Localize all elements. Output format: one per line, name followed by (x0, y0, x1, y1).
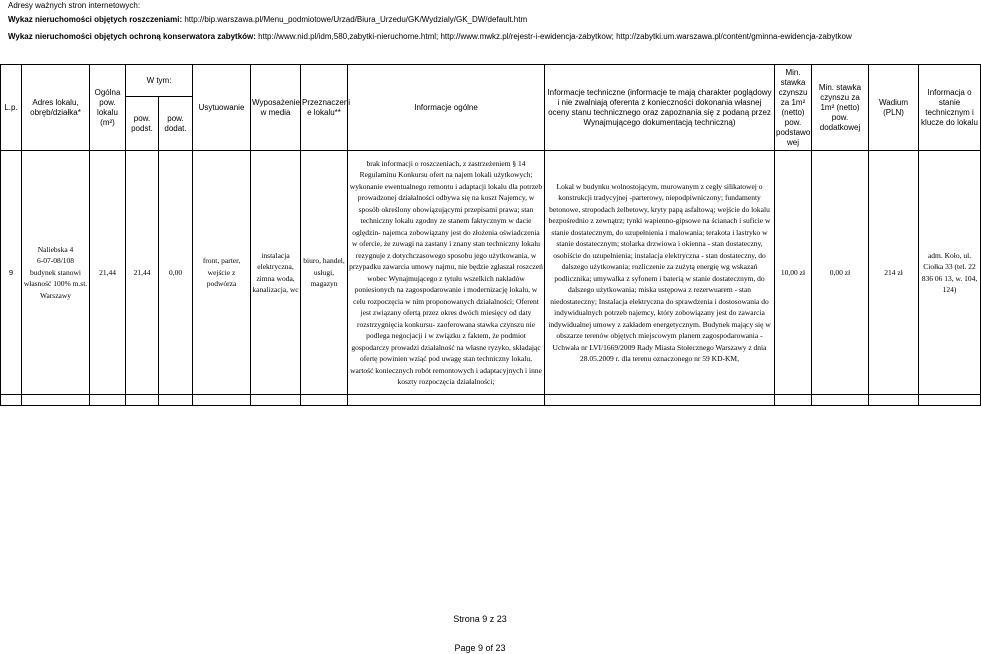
cell-info-ogolne: brak informacji o roszczeniach, z zastrzeżeniem § 14 Regulaminu Konkursu ofert na najem lokali użytkowych; wykonanie ewentualnego remontu i adaptacji lokalu dla potrzeb prowadzonej działalności odbywa się na koszt Najemcy, w sposób określony obowiązującymi przepisami prawa; stan techniczny lokalu zgodny ze stanem faktycznym w dacie oględzin- najemca zobowiązany jest do złożenia oświadczenia w ofercie, że zuwagi na zastany i znany stan techniczny lokalu rezygnuje z dotychczasowego sposobu jego użytkowania, w przypadku zawarcia umowy najmu, nie będzie zgłaszał roszczeń wobec Wynajmującego z tytułu wszelkich nakładów poniesionych na zagospodarowanie i modernizację lokalu, w celu rozpoczęcia w nim proponowanych działalności; Oferent jest związany ofertą przez okres dwóch miesięcy od daty rozstrzygnięcia konkursu- zaoferowana stawka czynszu nie podlega negocjacji i w związku z faktem, że podmiot gospodarczy prowadzi działalność na własne ryzyko, składając ofertę powinien wziąć pod uwagę stan techniczny lokalu, wartość koniecznych robót remontowych i adaptacyjnych i inne koszty rozpoczęcia działalności; (348, 151, 545, 395)
col-wyposazenie: Wyposażenie w media (251, 65, 301, 151)
cell-wadium: 214 zł (869, 151, 919, 395)
adres-line: budynek stanowi (29, 267, 82, 277)
links-title: Adresy ważnych stron internetowych: (8, 1, 141, 10)
claims-url[interactable]: http://bip.warszawa.pl/Menu_podmiotowe/Urzad/Biura_Urzedu/GK/Wydzialy/GK_DW/default.htm (184, 15, 528, 24)
col-info-ogolne: Informacje ogólne (348, 65, 545, 151)
cell-informacja-stan: adm. Koło, ul. Ciołka 33 (tel. 22 836 06 13, w. 104, 124) (919, 151, 981, 395)
cell-info-techniczne: Lokal w budynku wolnostojącym, murowanym z cegły silikatowej o konstrukcji tradycyjnej -parterowy, niepodpiwniczony; fundamenty betonowe, stropodach żelbetowy, kryty papą asfaltową; wejście do lokalu bezpośrednio z zewnątrz; tynki wapienno-gipsowe na ścianach i suficie w stanie dostatecznym, do uzupełnienia i malowania; terakota i lastryko w stanie dostatecznym; stolarka drzwiowa i okienna - stan dostateczny, osobiście do uzupełnienia; instalacja elektryczna - stan dostateczny, do dalszego użytkowania; rozliczenie za zużytą energię wg wskazań podlicznika; umywalka z syfonem i baterią w stanie dostatecznym, do dalszego użytkowania; miska ustępowa z rezerwuarem - stan niedostateczny; Instalacja elektryczna do sprawdzenia i dostosowania do indywidualnych potrzeb najemcy, który zobowiązany jest do zawarcia indywidualnej umowy z zakładem energetycznym. Budynek mający się w obszarze terenów objętych miejscowym planem zagospodarowania - Uchwała nr LVI/1669/2009 Rady Miasta Stołecznego Warszawy z dnia 28.05.2009 r. dla terenu oznaczonego nr 59 KD-KM, (545, 151, 775, 395)
adres-line: Naliebska 4 (37, 244, 74, 254)
cell-pow-podst: 21,44 (126, 151, 159, 395)
col-info-techniczne: Informacje techniczne (informacje te mają charakter poglądowy i nie zwalniają oferenta z konieczności dokonania własnej oceny stanu technicznego oraz zapoznania się z podaną przez Wynajmującego dokumentacją techniczną) (545, 65, 775, 151)
premises-table (0, 64, 981, 406)
col-min-stawka-dodat: Min. stawka czynszu za 1m² (netto) pow. dodatkowej (812, 65, 869, 151)
cell-min-stawka-dodat: 0,00 zł (812, 151, 869, 395)
page-number: Strona 9 z 23 (453, 614, 507, 624)
cell-min-stawka-podst: 10,00 zł (775, 151, 812, 395)
adres-line: 6-07-08/108 (36, 256, 75, 266)
col-lp: L.p. (1, 65, 22, 151)
col-adres: Adres lokalu, obręb/działka* (22, 65, 90, 151)
conservator-label: Wykaz nieruchomości objętych ochroną konserwatora zabytków: (8, 32, 256, 41)
header-row-1 (1, 65, 981, 97)
cell-wyposazenie: instalacja elektryczna, zimna woda, kanalizacja, wc (251, 151, 301, 395)
cell-ogolna-pow: 21,44 (90, 151, 126, 395)
col-wadium: Wadium (PLN) (869, 65, 919, 151)
col-pow-podst: pow. podst. (126, 97, 159, 151)
cell-usytuowanie: front, parter, wejście z podwórza (193, 151, 251, 395)
conservator-link-row (8, 32, 852, 42)
col-ogolna-pow: Ogólna pow. lokalu (m²) (90, 65, 126, 151)
claims-label: Wykaz nieruchomości objętych roszczeniami: (8, 15, 183, 24)
links-header (8, 0, 960, 50)
col-przeznaczenie: Przeznaczeni e lokalu** (301, 65, 348, 151)
cell-adres (22, 151, 90, 395)
cell-lp: 9 (1, 151, 22, 395)
col-w-tym: W tym: (126, 65, 193, 97)
col-pow-dodat: pow. dodat. (159, 97, 193, 151)
page-footer: Page 9 of 23 (454, 643, 506, 653)
cell-pow-dodat: 0,00 (159, 151, 193, 395)
col-informacja-stan: Informacja o stanie technicznym i klucze do lokalu (919, 65, 981, 151)
cell-przeznaczenie: biuro, handel, usługi, magazyn (301, 151, 348, 395)
empty-row (1, 395, 981, 406)
adres-line: Warszawy (39, 290, 72, 300)
col-min-stawka-podst: Min. stawka czynszu za 1m² (netto) pow. podstawo wej (775, 65, 812, 151)
claims-link-row (8, 15, 527, 25)
conservator-urls[interactable]: http://www.nid.pl/idm,580,zabytki-nieruchome.html; http://www.mwkz.pl/rejestr-i-ewidencja-zabytkow; http://zabytki.um.warszawa.pl/content/gminna-ewidencja-zabytkow (258, 32, 852, 41)
col-usytuowanie: Usytuowanie (193, 65, 251, 151)
table-row (1, 151, 981, 395)
adres-line: własność 100% m.st. (23, 279, 88, 289)
